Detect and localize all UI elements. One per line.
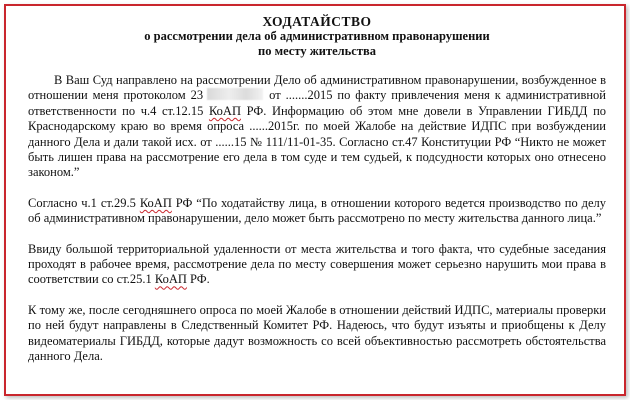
koap-term: КоАП [139,195,172,210]
petition-document [28,14,606,365]
paragraph-3 [28,242,606,288]
paragraph-gap [28,288,606,303]
spacer [28,59,606,73]
document-subtitle-line-2: по месту жительства [258,44,376,58]
paragraph-2-text-a: Согласно ч.1 ст.29.5 [28,195,136,210]
document-title: ХОДАТАЙСТВО [262,14,372,29]
paragraph-1-intro: В Ваш Суд направлено на рассмотрении Дело об административном правонарушении, возбужденное в отношении меня протоколом 23 [28,73,606,103]
koap-term: КоАП [154,272,187,287]
paragraph-1-text-a: от .......2015 по факту привлечения меня к административной ответственности по ч.4 ст.12.15 [28,88,606,118]
paragraph-gap [28,181,606,196]
koap-term: КоАП [208,103,241,118]
redacted-protocol-number [207,88,263,100]
paragraph-gap [28,227,606,242]
paragraph-1 [28,73,606,181]
paragraph-3-text-b: РФ. [190,272,210,287]
paragraph-1-text-b: РФ. Информацию об этом мне довели в Управлении ГИБДД по Краснодарскому краю во время опроса ......2015г. по моей Жалобе на действие ИДПС при возбуждении данного Дела и дали такой исх. от ......15 № 111/11-01-35. Согласно ст.47 Конституции РФ “Никто не может быть лишен права на рассмотрение его дела в том суде и тем судьей, к подсудности которых оно отнесено законом.” [28,103,607,180]
document-frame [4,4,626,396]
paragraph-4: К тому же, после сегодняшнего опроса по моей Жалобе в отношении действий ИДПС, материалы проверки по ней будут направлены в Следственный Комитет РФ. Надеюсь, что будут изъяты и приобщены к Делу видеоматериалы ГИБДД, которые дадут возможность со всей объективностью рассмотреть обстоятельства данного Дела. [28,302,606,364]
document-subtitle-line-1: о рассмотрении дела об административном правонарушении [144,29,490,43]
paragraph-3-text-a: Ввиду большой территориальной удаленности от места жительства и того факта, что судебные заседания проходят в рабочее время, рассмотрение дела по месту совершения может серьезно нарушить мои права в соответствии со ст.25.1 [28,241,606,287]
paragraph-2-text-b: РФ “По ходатайству лица, в отношении которого ведется производство по делу об административном правонарушении, дело может быть рассмотрено по месту жительства данного лица.” [28,195,607,226]
paragraph-2 [28,196,606,227]
